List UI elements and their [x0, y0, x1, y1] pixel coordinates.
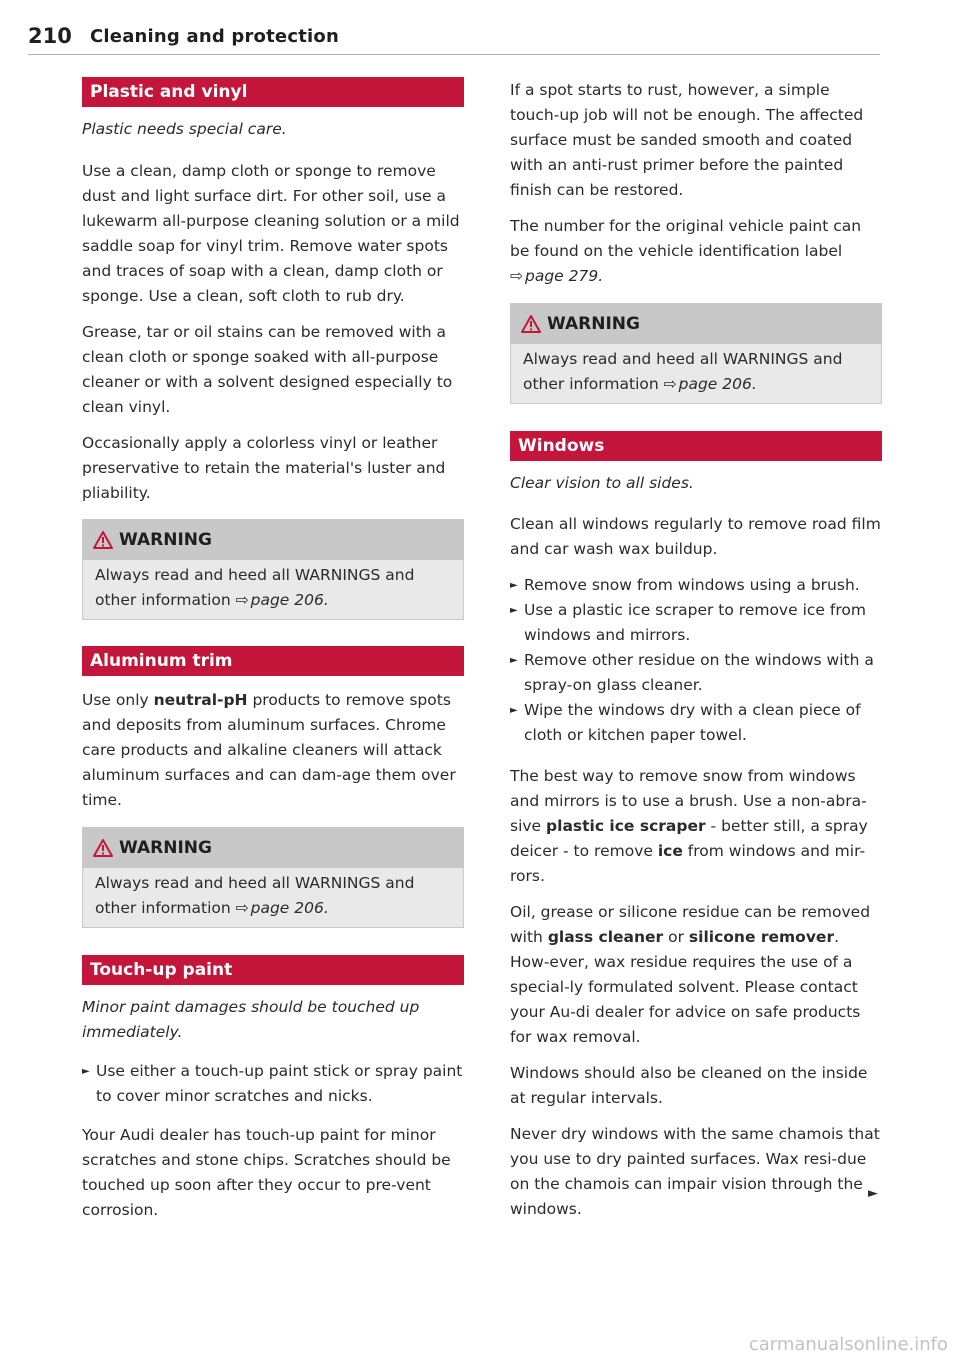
bold-neutral-ph: neutral-pH	[153, 691, 248, 709]
page-number: 210	[28, 24, 72, 48]
bold-plastic-ice-scraper: plastic ice scraper	[546, 817, 706, 835]
bullet-triangle-icon: ►	[510, 655, 518, 666]
paragraph-plastic-cleaning: Use a clean, damp cloth or sponge to remove dust and light surface dirt. For other soil, use a lukewarm all-purpose cleaning solution or a mild saddle soap for vinyl trim. Remove water spots and traces of soap with a clean, damp cloth or sponge. Use a clean, soft cloth to rub dry.	[82, 162, 460, 305]
warning-text: Always read and heed all WARNINGS and other information	[95, 874, 415, 917]
section-title-plastic-vinyl: Plastic and vinyl	[82, 77, 464, 107]
list-item: ► Use a plastic ice scraper to remove ice from windows and mirrors.	[510, 598, 882, 648]
bold-glass-cleaner: glass cleaner	[547, 928, 664, 946]
paragraph-windows-snow: The best way to remove snow from windows and mirrors is to use a brush. Use a non-abra-sive plastic ice scraper - better still, a spray deicer - to remove ice from windows and mir-rors.	[510, 767, 868, 885]
bullet-triangle-icon: ►	[82, 1066, 90, 1077]
section-subtitle-touchup: Minor paint damages should be touched up immediately.	[82, 998, 420, 1041]
warning-body	[83, 560, 463, 619]
warning-label: WARNING	[119, 530, 212, 550]
header-title: Cleaning and protection	[90, 26, 339, 47]
list-item: ► Remove snow from windows using a brush.	[510, 573, 882, 598]
bold-ice: ice	[657, 842, 683, 860]
warning-triangle-icon	[93, 839, 113, 857]
paragraph-windows-residue: Oil, grease or silicone residue can be removed with glass cleaner or silicone remover. How-ever, wax residue requires the use of a special-ly formulated solvent. Please contact your Au-di dealer for advice on safe products for wax removal.	[510, 903, 871, 1046]
list-item: ► Wipe the windows dry with a clean piece of cloth or kitchen paper towel.	[510, 698, 882, 748]
paragraph-windows-inside: Windows should also be cleaned on the inside at regular intervals.	[510, 1064, 868, 1107]
warning-header	[511, 304, 881, 344]
list-item: ► Remove other residue on the windows with a spray-on glass cleaner.	[510, 648, 882, 698]
left-column	[82, 77, 464, 1223]
warning-header	[83, 520, 463, 560]
paragraph-plastic-stains: Grease, tar or oil stains can be removed with a clean cloth or sponge soaked with all-purpose cleaner or with a solvent designed especially to clean vinyl.	[82, 323, 453, 416]
warning-body	[511, 344, 881, 403]
watermark: carmanualsonline.info	[748, 1334, 948, 1355]
page-header	[28, 24, 880, 55]
paragraph-paint-number: The number for the original vehicle paint can be found on the vehicle identification label ⇨ page 279.	[510, 217, 862, 285]
paragraph-windows-chamois: Never dry windows with the same chamois that you use to dry painted surfaces. Wax resi-due on the chamois can impair vision through the windows.	[510, 1125, 880, 1218]
warning-text: Always read and heed all WARNINGS and other information	[523, 350, 843, 393]
warning-triangle-icon	[93, 531, 113, 549]
page-reference-link[interactable]: page 206.	[250, 899, 329, 917]
paragraph-windows-clean: Clean all windows regularly to remove road film and car wash wax buildup.	[510, 515, 881, 558]
paragraph-rust: If a spot starts to rust, however, a simple touch-up job will not be enough. The affected surface must be sanded smooth and coated with an anti-rust primer before the painted finish can be restored.	[510, 81, 864, 199]
bullet-triangle-icon: ►	[510, 705, 518, 716]
warning-label: WARNING	[119, 838, 212, 858]
touchup-steps	[82, 1059, 464, 1109]
warning-box-plastic	[82, 519, 464, 620]
paragraph-touchup-dealer: Your Audi dealer has touch-up paint for minor scratches and stone chips. Scratches should be touched up soon after they occur to pre-vent corrosion.	[82, 1126, 451, 1219]
warning-text: Always read and heed all WARNINGS and other information	[95, 566, 415, 609]
bullet-triangle-icon: ►	[510, 580, 518, 591]
paragraph-plastic-preservative: Occasionally apply a colorless vinyl or leather preservative to retain the material's luster and pliability.	[82, 434, 446, 502]
right-column	[510, 77, 882, 1222]
bold-silicone-remover: silicone remover	[688, 928, 835, 946]
page-reference-link[interactable]: page 206.	[678, 375, 757, 393]
warning-triangle-icon	[521, 315, 541, 333]
section-title-touch-up-paint: Touch-up paint	[82, 955, 464, 985]
section-title-windows: Windows	[510, 431, 882, 461]
warning-label: WARNING	[547, 314, 640, 334]
continue-arrow-icon: ►	[868, 1186, 878, 1201]
paragraph-aluminum: Use only neutral-pH products to remove spots and deposits from aluminum surfaces. Chrome care products and alkaline cleaners will attack aluminum surfaces and can dam-age them over time.	[82, 691, 456, 809]
warning-body	[83, 868, 463, 927]
section-title-aluminum-trim: Aluminum trim	[82, 646, 464, 676]
section-subtitle-plastic: Plastic needs special care.	[82, 120, 287, 138]
page-ref-arrow-icon: ⇨	[510, 267, 523, 285]
bullet-triangle-icon: ►	[510, 605, 518, 616]
warning-box-paint	[510, 303, 882, 404]
list-item: ► Use either a touch-up paint stick or spray paint to cover minor scratches and nicks.	[82, 1059, 464, 1109]
windows-steps	[510, 573, 882, 748]
page-ref-arrow-icon: ⇨	[235, 591, 249, 609]
page-ref-arrow-icon: ⇨	[235, 899, 249, 917]
section-subtitle-windows: Clear vision to all sides.	[510, 474, 694, 492]
warning-box-aluminum	[82, 827, 464, 928]
page-reference-link[interactable]: page 206.	[250, 591, 329, 609]
page-ref-arrow-icon: ⇨	[663, 375, 677, 393]
warning-header	[83, 828, 463, 868]
page-reference-link[interactable]: page 279.	[525, 267, 604, 285]
